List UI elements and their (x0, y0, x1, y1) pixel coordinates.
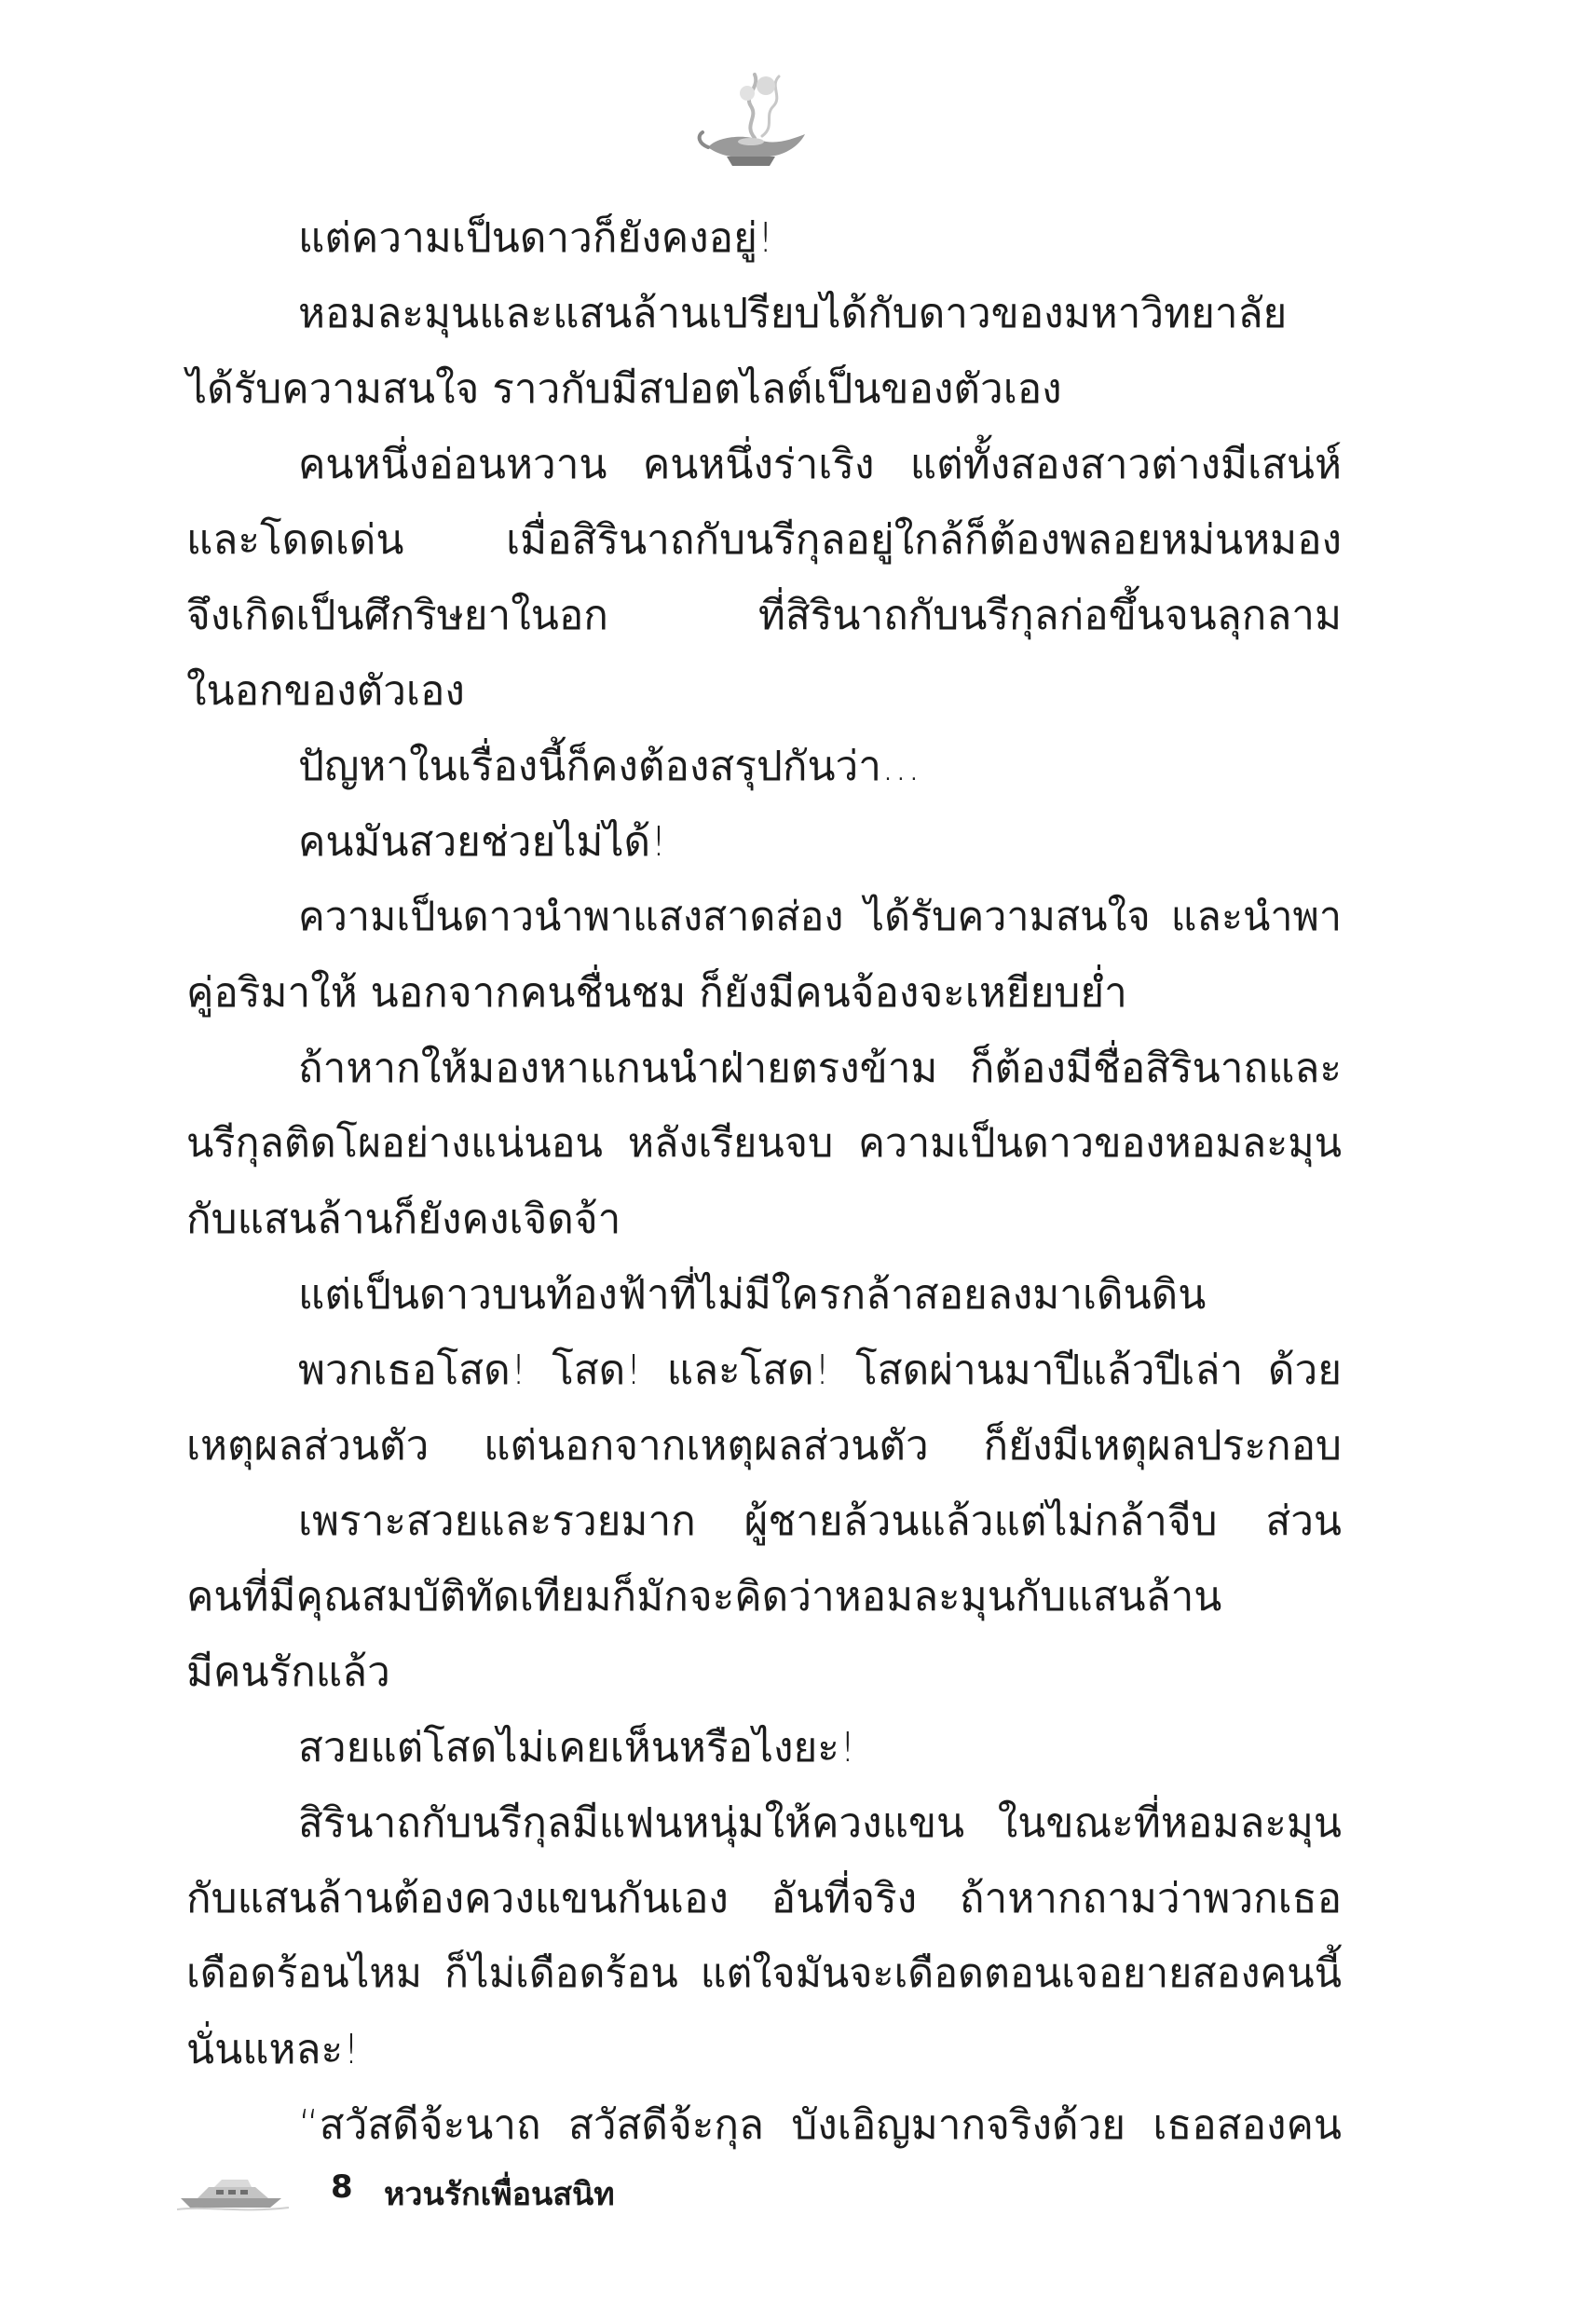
text-line: คนมันสวยช่วยไม่ได้! (298, 818, 667, 866)
body-text (186, 200, 1342, 2163)
text-line: ในอกของตัวเอง (186, 667, 465, 715)
text-line: เดือดร้อนไหม ก็ไม่เดือดร้อน แต่ใจมันจะเดือดตอนเจอยายสองคนนี้ (186, 1950, 1342, 1997)
text-line: คู่อริมาให้ นอกจากคนชื่นชม ก็ยังมีคนจ้องจะเหยียบย่ำ (186, 969, 1127, 1017)
text-line: “สวัสดีจ้ะนาถ สวัสดีจ้ะกุล บังเอิญมากจริงด้วย เธอสองคน (298, 2101, 1342, 2149)
text-line: นั่นแหละ! (186, 2026, 360, 2073)
text-line: นรีกุลติดโผอย่างแน่นอน หลังเรียนจบ ความเป็นดาวของหอมละมุน (186, 1120, 1342, 1167)
text-line: จึงเกิดเป็นศึกริษยาในอก ที่สิรินาถกับนรีกุลก่อขึ้นจนลุกลาม (186, 592, 1342, 639)
text-line: ถ้าหากให้มองหาแกนนำฝ่ายตรงข้าม ก็ต้องมีชื่อสิรินาถและ (298, 1045, 1342, 1092)
text-line: พวกเธอโสด! โสด! และโสด! โสดผ่านมาปีแล้วปีเล่า ด้วย (298, 1347, 1342, 1394)
text-line: แต่เป็นดาวบนท้องฟ้าที่ไม่มีใครกล้าสอยลงมาเดินดิน (298, 1271, 1207, 1319)
text-line: เหตุผลส่วนตัว แต่นอกจากเหตุผลส่วนตัว ก็ยังมีเหตุผลประกอบ (186, 1422, 1342, 1470)
text-line: มีคนรักแล้ว (186, 1648, 390, 1696)
text-line: กับแสนล้านก็ยังคงเจิดจ้า (186, 1196, 621, 1243)
book-title: หวนรักเพื่อนสนิท (384, 2176, 615, 2213)
yacht-icon (177, 2167, 289, 2213)
text-line: ความเป็นดาวนำพาแสงสาดส่อง ได้รับความสนใจ และนำพา (298, 894, 1342, 940)
text-line: สวยแต่โสดไม่เคยเห็นหรือไงยะ! (298, 1724, 856, 1771)
text-line: ได้รับความสนใจ ราวกับมีสปอตไลต์เป็นของตัวเอง (186, 365, 1062, 413)
text-line: หอมละมุนและแสนล้านเปรียบได้กับดาวของมหาวิทยาลัย (298, 290, 1288, 337)
text-line: กับแสนล้านต้องควงแขนกันเอง อันที่จริง ถ้าหากถามว่าพวกเธอ (186, 1875, 1342, 1922)
text-line: และโดดเด่น เมื่อสิรินาถกับนรีกุลอยู่ใกล้ก็ต้องพลอยหม่นหมอง (186, 516, 1342, 564)
text-line: ปัญหาในเรื่องนี้ก็คงต้องสรุปกันว่า... (298, 743, 921, 790)
text-line: สิรินาถกับนรีกุลมีแฟนหนุ่มให้ควงแขน ในขณะที่หอมละมุน (298, 1799, 1342, 1847)
text-line: แต่ความเป็นดาวก็ยังคงอยู่! (298, 214, 774, 262)
text-line: เพราะสวยและรวยมาก ผู้ชายล้วนแล้วแต่ไม่กล้าจีบ ส่วน (298, 1497, 1342, 1545)
text-line: คนหนึ่งอ่อนหวาน คนหนึ่งร่าเริง แต่ทั้งสองสาวต่างมีเสน่ห์ (298, 441, 1342, 488)
page-number: 8 (331, 2168, 353, 2206)
genie-lamp-icon (689, 65, 820, 177)
page-footer (177, 2167, 1016, 2222)
text-line: คนที่มีคุณสมบัติทัดเทียมก็มักจะคิดว่าหอมละมุนกับแสนล้าน (186, 1573, 1222, 1620)
